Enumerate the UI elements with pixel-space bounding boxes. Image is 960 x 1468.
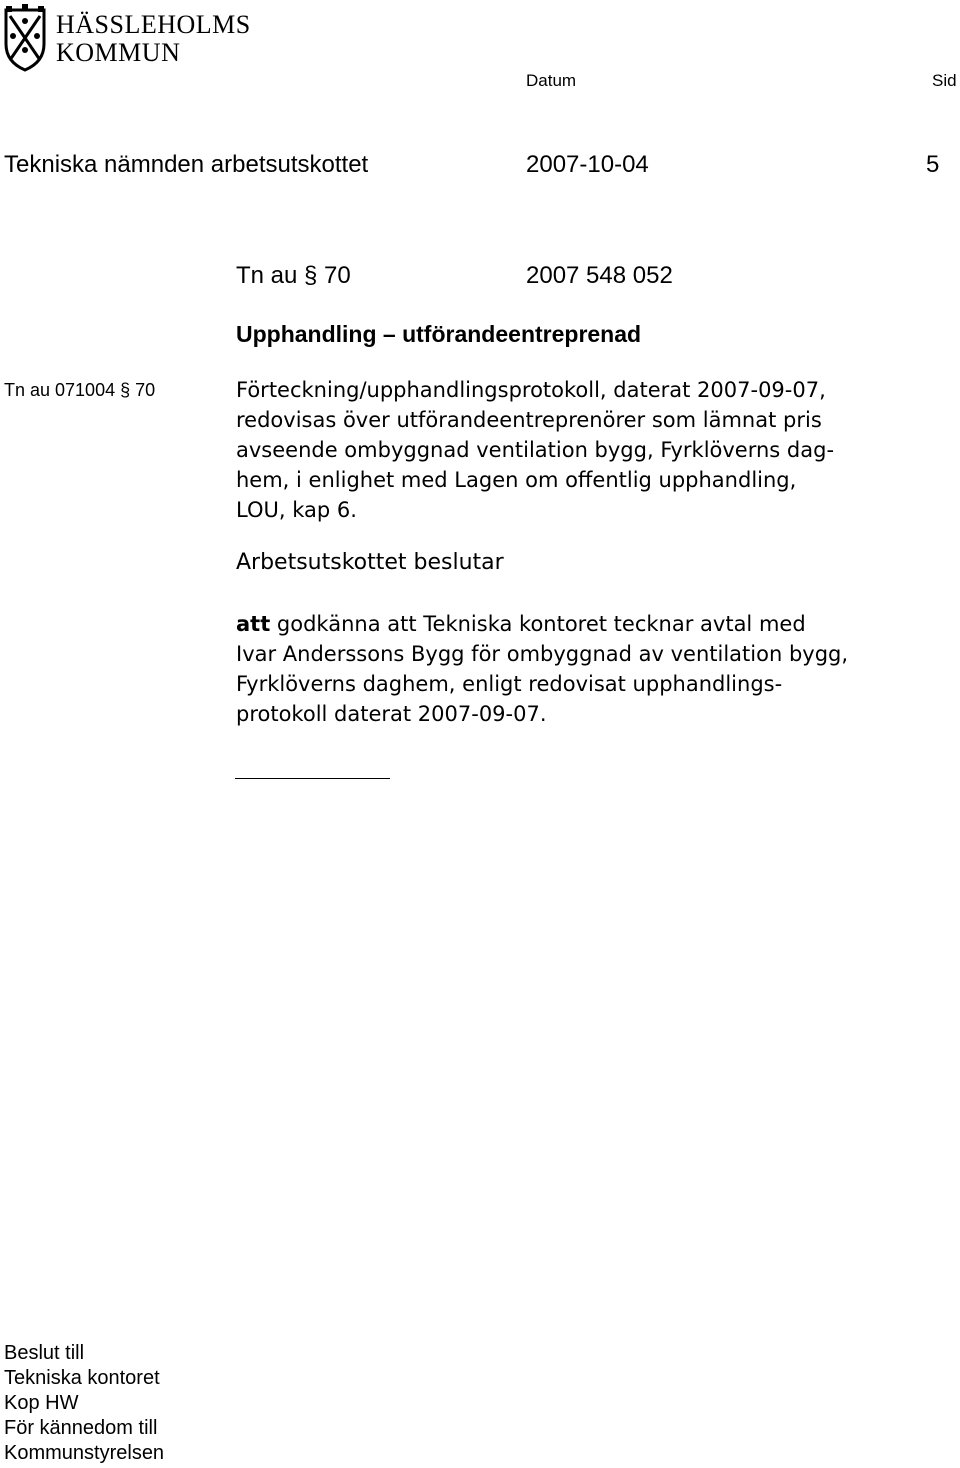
decision-line: godkänna att Tekniska kontoret tecknar avtal med: [270, 612, 806, 636]
description-line: avseende ombyggnad ventilation bygg, Fyrklöverns dag-: [236, 438, 835, 462]
decision-paragraph: [236, 609, 848, 729]
distribution-line: Kommunstyrelsen: [4, 1442, 165, 1464]
logo-text-line1: HÄSSLEHOLMS: [56, 10, 251, 39]
decision-heading: Arbetsutskottet beslutar: [236, 550, 504, 575]
description-line: redovisas över utförandeentreprenörer som lämnat pris: [236, 408, 822, 432]
decision-lead-word: att: [236, 612, 271, 636]
description-line: hem, i enlighet med Lagen om offentlig upphandling,: [236, 468, 797, 492]
description-paragraph: [236, 375, 834, 525]
decision-line: protokoll daterat 2007-09-07.: [236, 702, 547, 726]
distribution-line: Kop HW: [4, 1392, 79, 1414]
description-line: Förteckning/upphandlingsprotokoll, daterat 2007-09-07,: [236, 378, 826, 402]
diarie-number: 2007 548 052: [526, 262, 673, 289]
decision-line: Ivar Anderssons Bygg för ombyggnad av ventilation bygg,: [236, 642, 849, 666]
crest-icon: [2, 4, 48, 72]
page-number: 5: [926, 151, 940, 178]
municipality-logo: [2, 4, 251, 72]
distribution-line: Tekniska kontoret: [4, 1367, 160, 1389]
logo-text-line2: KOMMUN: [56, 38, 181, 67]
description-line: LOU, kap 6.: [236, 498, 357, 522]
body-name: Tekniska nämnden arbetsutskottet: [4, 151, 369, 178]
datum-label: Datum: [526, 71, 577, 90]
case-ref: Tn au § 70: [236, 262, 351, 289]
distribution-line: Beslut till: [4, 1342, 85, 1364]
meeting-date: 2007-10-04: [526, 151, 649, 178]
signature-line: [235, 778, 390, 779]
decision-line: Fyrklöverns daghem, enligt redovisat upphandlings-: [236, 672, 783, 696]
distribution-list: [4, 1341, 164, 1466]
case-title: Upphandling – utförandeentreprenad: [236, 321, 642, 347]
distribution-line: För kännedom till: [4, 1417, 158, 1439]
margin-reference: Tn au 071004 § 70: [4, 380, 156, 400]
sid-label: Sid: [932, 71, 957, 90]
